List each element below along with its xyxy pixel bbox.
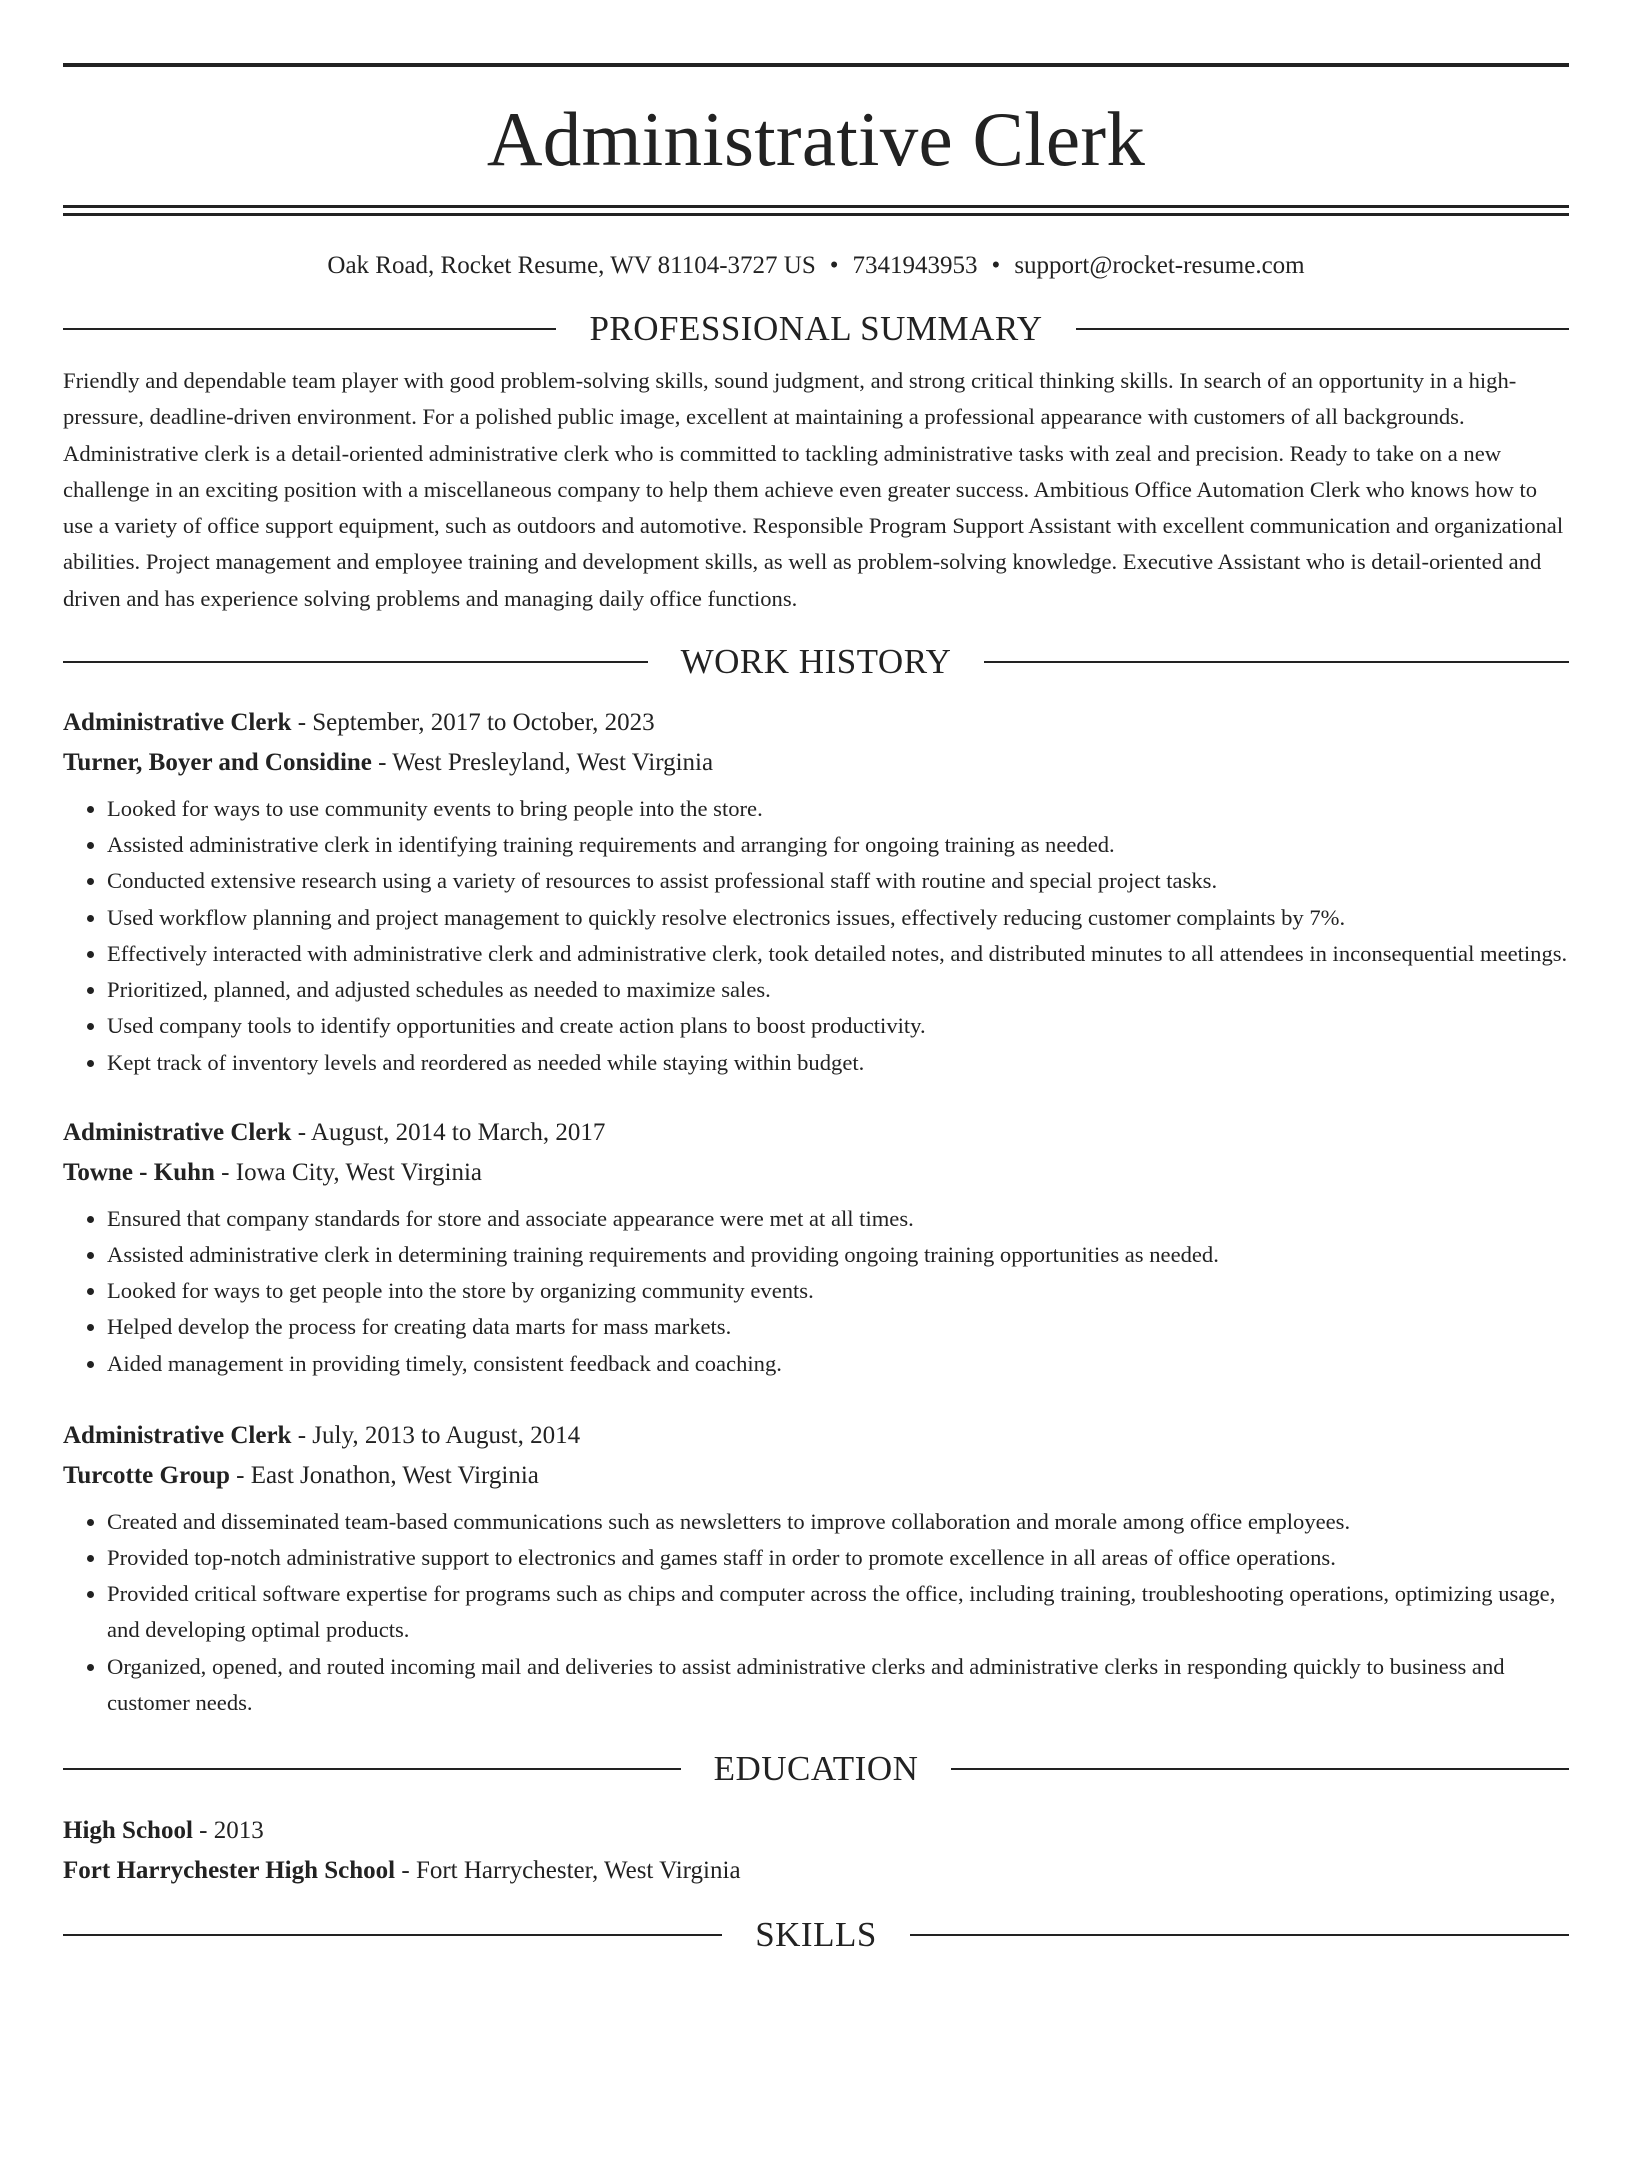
bullet-item: • Provided top-notch administrative support to electronics and games staff in order to promote excellence in all areas of office operations. [107, 1540, 1569, 1576]
job-entry [63, 703, 1569, 1081]
education-school-line [63, 1851, 1569, 1891]
job-title: Administrative Clerk [63, 1118, 292, 1146]
bullet-item: • Assisted administrative clerk in identifying training requirements and arranging for ongoing training as needed. [107, 827, 1569, 863]
section-rule-left [63, 328, 556, 330]
dash: - [291, 1118, 311, 1146]
contact-phone: 7341943953 [852, 252, 978, 279]
job-location: East Jonathon, West Virginia [250, 1461, 539, 1489]
section-rule-left [63, 1768, 681, 1770]
job-bullets [63, 1201, 1569, 1382]
job-bullets [63, 791, 1569, 1081]
bullet-item: • Conducted extensive research using a variety of resources to assist professional staff with routine and special project tasks. [107, 863, 1569, 899]
job-location: West Presleyland, West Virginia [392, 749, 714, 777]
section-rule-right [1076, 328, 1569, 330]
bullet-item: • Used company tools to identify opportunities and create action plans to boost productivity. [107, 1008, 1569, 1044]
contact-separator: • [991, 252, 1001, 279]
education-school: Fort Harrychester High School [63, 1856, 396, 1884]
section-title: PROFESSIONAL SUMMARY [589, 309, 1043, 348]
section-heading-summary [63, 309, 1569, 349]
job-title: Administrative Clerk [63, 709, 292, 737]
education-degree-line [63, 1811, 1569, 1851]
contact-separator: • [829, 252, 839, 279]
section-heading-work-history [63, 642, 1569, 682]
dash: - [395, 1856, 416, 1884]
job-dates: September, 2017 to October, 2023 [312, 709, 655, 737]
job-company-line [63, 1153, 1569, 1193]
job-entry [63, 1113, 1569, 1382]
section-heading-education [63, 1749, 1569, 1789]
job-title-line [63, 1113, 1569, 1153]
contact-address: Oak Road, Rocket Resume, WV 81104-3727 US [327, 252, 816, 279]
education-entry [63, 1811, 1569, 1891]
bullet-item: • Ensured that company standards for store and associate appearance were met at all times. [107, 1201, 1569, 1237]
education-degree: High School [63, 1816, 193, 1844]
job-title: Administrative Clerk [63, 1421, 292, 1449]
job-company-line [63, 743, 1569, 783]
bullet-item: • Looked for ways to use community events to bring people into the store. [107, 791, 1569, 827]
dash: - [192, 1816, 214, 1844]
bullet-item: • Kept track of inventory levels and reordered as needed while staying within budget. [107, 1045, 1569, 1081]
resume-name: Administrative Clerk [486, 96, 1146, 182]
contact-email[interactable]: support@rocket-resume.com [1014, 252, 1305, 279]
section-rule-right [951, 1768, 1569, 1770]
resume-page [0, 63, 1632, 2175]
section-rule-right [910, 1934, 1569, 1936]
section-title: SKILLS [755, 1914, 877, 1954]
job-entry [63, 1416, 1569, 1721]
job-title-line [63, 1416, 1569, 1456]
section-title: EDUCATION [713, 1748, 919, 1788]
contact-line [63, 250, 1569, 282]
bullet-item: • Created and disseminated team-based communications such as newsletters to improve collaboration and morale among office employees. [107, 1504, 1569, 1540]
bullet-item: • Assisted administrative clerk in determining training requirements and providing ongoing training opportunities as needed. [107, 1237, 1569, 1273]
dash: - [291, 709, 313, 737]
job-company: Turner, Boyer and Considine [63, 749, 372, 777]
section-rule-left [63, 661, 648, 663]
dash: - [371, 749, 393, 777]
job-bullets [63, 1504, 1569, 1721]
section-heading-skills [63, 1915, 1569, 1955]
section-rule-right [984, 661, 1569, 663]
education-year: 2013 [213, 1816, 264, 1844]
summary-text: Friendly and dependable team player with good problem-solving skills, sound judgment, and strong critical thinking skills. In search of an opportunity in a high-pressure, deadline-driven environment. For a polished public image, excellent at maintaining a professional appearance with customers of all backgrounds. Administrative clerk is a detail-oriented administrative clerk who is committed to tackling administrative tasks with zeal and precision. Ready to take on a new challenge in an exciting position with a miscellaneous company to help them achieve even greater success. Ambitious Office Automation Clerk who knows how to use a variety of office support equipment, such as outdoors and automotive. Responsible Program Support Assistant with excellent communication and organizational abilities. Project management and employee training and development skills, as well as problem-solving knowledge. Executive Assistant who is detail-oriented and driven and has experience solving problems and managing daily office functions. [63, 368, 1564, 611]
dash: - [214, 1158, 236, 1186]
bullet-item: • Looked for ways to get people into the store by organizing community events. [107, 1273, 1569, 1309]
bullet-item: • Used workflow planning and project management to quickly resolve electronics issues, effectively reducing customer complaints by 7%. [107, 900, 1569, 936]
job-company-line [63, 1456, 1569, 1496]
double-rule [63, 205, 1569, 216]
bullet-item: • Aided management in providing timely, consistent feedback and coaching. [107, 1346, 1569, 1382]
job-company: Towne - Kuhn [63, 1158, 215, 1186]
bullet-item: • Provided critical software expertise for programs such as chips and computer across the office, including training, troubleshooting operations, optimizing usage, and developing optimal products. [107, 1576, 1569, 1648]
dash: - [291, 1421, 313, 1449]
job-dates: August, 2014 to March, 2017 [310, 1118, 606, 1146]
top-rule [63, 63, 1569, 67]
bullet-item: • Effectively interacted with administrative clerk and administrative clerk, took detailed notes, and distributed minutes to all attendees in inconsequential meetings. [107, 936, 1569, 972]
job-dates: July, 2013 to August, 2014 [312, 1421, 581, 1449]
section-rule-left [63, 1934, 722, 1936]
bullet-item: • Helped develop the process for creating data marts for mass markets. [107, 1309, 1569, 1345]
education-location: Fort Harrychester, West Virginia [415, 1856, 741, 1884]
job-title-line [63, 703, 1569, 743]
dash: - [229, 1461, 251, 1489]
section-title: WORK HISTORY [680, 642, 952, 682]
bullet-item: • Prioritized, planned, and adjusted schedules as needed to maximize sales. [107, 972, 1569, 1008]
job-company: Turcotte Group [63, 1461, 230, 1489]
bullet-item: • Organized, opened, and routed incoming mail and deliveries to assist administrative clerks and administrative clerks in responding quickly to business and customer needs. [107, 1649, 1569, 1721]
job-location: Iowa City, West Virginia [235, 1158, 482, 1186]
